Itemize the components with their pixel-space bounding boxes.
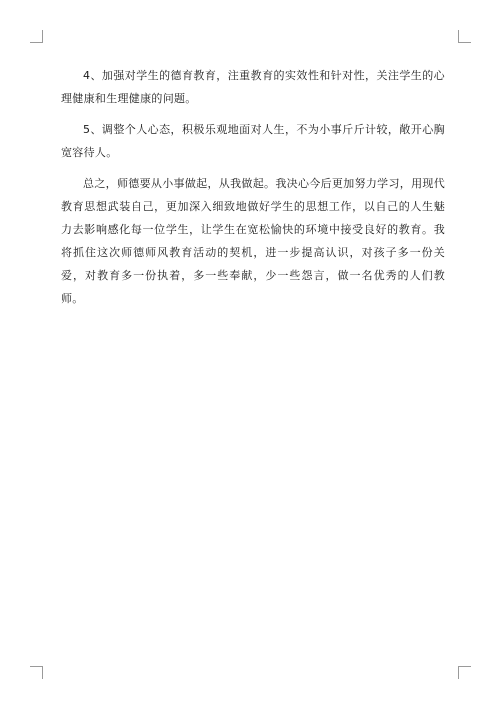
paragraph-item-4: 4、加强对学生的德育教育，注重教育的实效性和针对性，关注学生的心理健康和生理健康的问题。 [61,69,445,105]
crop-mark-bottom-right [458,666,471,679]
crop-mark-bottom-left [30,666,43,679]
crop-mark-top-right [458,30,471,43]
paragraph-item-5: 5、调整个人心态，积极乐观地面对人生，不为小事斤斤计较，敞开心胸宽容待人。 [61,123,445,159]
paragraph-conclusion: 总之，师德要从小事做起，从我做起。我决心今后更加努力学习，用现代教育思想武装自己，更加深入细致地做好学生的思想工作，以自己的人生魅力去影响感化每一位学生，让学生在宽松愉快的环境中接受良好的教育。我将抓住这次师德师风教育活动的契机，进一步提高认识，对孩子多一份关爱，对教育多一份执着，多一些奉献，少一些怨言，做一名优秀的人们教师。 [61,177,445,305]
document-body [61,64,445,318]
crop-mark-top-left [30,30,43,43]
